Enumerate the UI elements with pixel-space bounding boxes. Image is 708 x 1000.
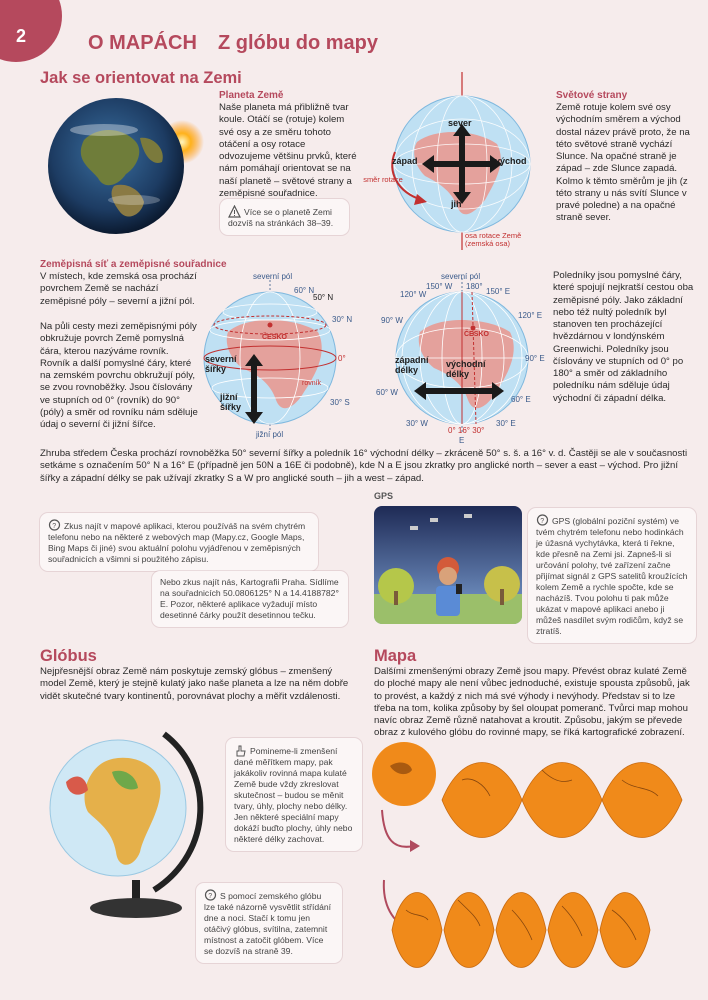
coords-summary-text: Zhruba středem Česka prochází rovnoběžka 50° severní šířky a poledník 16° východní délky – zkráceně 50° s. š. a 16° v. d. Častěji se ale v současnosti setkáme s označením 50° N a 16° E (případně jen 50N a 16E či podobně), kde N a E jsou zkratky pro anglické north – sever a east – východ. Pro jižní šířky a západní délky se pak užívají zkratky S a W pro anglické south – jih a west – západ. <box>40 448 688 484</box>
page-title: O MAPÁCH <box>88 32 197 54</box>
planet-text: Naše planeta má přibližně tvar koule. Otáčí se (rotuje) kolem své osy a ze směru tohoto otáčení a osy rotace odvozujeme většinu prvků, které nám pomáhají orientovat se na naší planetě – světové strany a zeměpisné souřadnice. <box>219 102 357 199</box>
pointing-hand-icon <box>234 744 247 757</box>
g2-120w: 120° W <box>400 290 427 299</box>
section-heading-globe: Glóbus <box>40 647 97 665</box>
g1-30s: 30° S <box>330 398 350 407</box>
projection-distortion-note <box>226 738 362 851</box>
g1-north-latitude: severní šířky <box>205 354 237 374</box>
day-night-note-text: S pomocí zemského glóbu lze také názorně vysvětlit střídání dne a noci. Stačí k tomu jen otáčivý glóbus, svítilna, zatemnit místnost a zatočit glóbem. Více se dozvíš na straně 39. <box>204 891 332 956</box>
g2-czechia: ČESKO <box>464 331 489 338</box>
g1-30n: 30° N <box>332 315 353 324</box>
g2-30e: 30° E <box>496 419 516 428</box>
g2-90w: 90° W <box>381 316 403 325</box>
g1-50n: 50° N <box>313 293 334 302</box>
coords-title: Zeměpisná síť a zeměpisné souřadnice <box>40 259 227 270</box>
coords-text-poles: V místech, kde zemská osa prochází povrchem Země se nachází zeměpisné póly – severní a jižní pól. <box>40 271 197 307</box>
g2-150w: 150° W <box>426 282 453 291</box>
earth-photo <box>44 90 204 250</box>
g2-30w: 30° W <box>406 419 428 428</box>
label-east: východ <box>495 156 527 166</box>
page-number-tab <box>0 0 62 62</box>
warning-icon <box>228 205 241 218</box>
planet-title: Planeta Země <box>219 90 284 101</box>
g2-east-longitude: východní délky <box>446 359 486 379</box>
g2-north-pole: severní pól <box>441 272 481 281</box>
g1-equator-label: rovník <box>302 380 322 387</box>
g2-180: 180° <box>466 282 483 291</box>
g2-60e: 60° E <box>511 395 531 404</box>
globe-text: Nejpřesnější obraz Země nám poskytuje zemský glóbus – zmenšený model Země, který je stejně kulatý jako naše planeta a lze na něm dobře vidět skutečné tvary kontinentů, porovnávat plochy a měřit vzdálenosti. <box>40 666 349 702</box>
page-number: 2 <box>16 26 27 46</box>
question-bubble-icon <box>536 514 549 527</box>
gps-illustration <box>374 506 522 624</box>
g2-90e: 90° E <box>525 354 545 363</box>
map-text: Dalšími zmenšenými obrazy Země jsou mapy. Převést obraz kulaté Země do ploché mapy ale není vůbec jednoduché, existuje spousta způsobů, jak to provést, a každý z nich má své výhody i nevýhody. Představ si to lze třeba na tom, kolika způsoby by šel oloupat pomeranč. Tvůrci map mohou navíc obraz Země různě natahovat a kroutit. Způsobu, jakým se převede obraz z kulového glóbu do rovinné mapy, se říká kartografické zobrazení. <box>374 666 690 739</box>
label-west: západ <box>392 156 418 166</box>
question-bubble-icon <box>204 889 217 902</box>
g1-60n: 60° N <box>294 286 315 295</box>
gps-note <box>528 508 696 643</box>
map-app-note-text: Zkus najít v mapové aplikaci, kterou používáš na svém chytrém telefonu nebo na některé z webových map (Mapy.cz, Google Maps, Bing Maps či jiné) svou aktuální polohu vyjádřenou v zeměpisných souřadnicích a všimni si použitého zápisu. <box>48 521 306 564</box>
cardinal-text: Země rotuje kolem své osy východním směrem a východ dostal název právě proto, že na této světové straně vychází Slunce. Na opačné straně je západ – zde Slunce zapadá. Kolmo k těmto směrům je jih (z této strany u nás svítí Slunce v pravé poledne) a na opačné straně sever. <box>556 102 690 224</box>
label-rotation: směr rotace <box>363 175 403 184</box>
g1-south-latitude: jižní šířky <box>220 392 242 412</box>
map-app-note <box>40 513 318 571</box>
gps-note-text: GPS (globální poziční systém) ve tvém chytrém telefonu nebo hodinkách je úžasná vychytávka, která ti řekne, kde přesně na Zemi jsi. Zapneš-li si určování polohy, tvé zařízení začne přijímat signál z GPS satelitů kroužících kolem Země a rychle spočte, kde se nacházíš. Tvou polohu ti pak může ukázat v mapové aplikaci anebo ji můžeš nasdílet svým rodičům, když se ztratíš. <box>536 516 688 636</box>
g2-west-longitude: západní délky <box>395 355 429 375</box>
svg-text:?: ? <box>540 517 545 525</box>
section-heading-orientation: Jak se orientovat na Zemi <box>40 69 242 87</box>
g2-bottom-degrees: 0° 16° 30° <box>448 426 485 435</box>
meridians-text: Poledníky jsou pomyslné čáry, které spojují nejkratší cestou oba zeměpisné póly. Jako základní nebo též nultý poledník byl stanoven ten procházející hvězdárnou v londýnském Greenwichi. Poledníky jsou číslovány ve stupních od 0° po 180° a směr od základního poledníku nám sděluje údaj východní či západní délka. <box>553 270 694 404</box>
section-heading-map: Mapa <box>374 647 417 665</box>
day-night-note <box>196 883 342 963</box>
question-bubble-icon <box>48 519 61 532</box>
label-north: sever <box>448 118 472 128</box>
g1-north-pole: severní pól <box>253 272 293 281</box>
g2-150e: 150° E <box>486 287 511 296</box>
cardinal-title: Světové strany <box>556 90 628 101</box>
projection-distortion-note-text: Pomineme-li zmenšení dané měřítkem mapy, pak jakákoliv rovinná mapa kulaté Země bude vždy zkreslovat skutečnost – budou se měnit tvary, úhly, plochy nebo délky. Jen některé speciální mapy dokáží buďto plochy, úhly nebo některé délky zachovat. <box>234 746 353 844</box>
label-south: jih <box>451 199 462 209</box>
g1-czechia: ČESKO <box>262 334 287 341</box>
svg-text:?: ? <box>208 892 213 900</box>
g2-120e: 120° E <box>518 311 543 320</box>
coords-text-parallels: Na půli cesty mezi zeměpisnými póly obkružuje povrch Země pomyslná čára, kterou nazýváme rovník. Rovník a další pomyslné čáry, které na zemském povrchu obkružují póly, se zvou rovnoběžky. Jsou číslovány ve stupních od 0° (rovník) do 90° (póly) a směr od rovníku nám sděluje údaj o severní či jižní šířce. <box>40 321 198 431</box>
orange-peel-projection-illustration <box>372 740 702 990</box>
g2-60w: 60° W <box>376 388 398 397</box>
planet-note-text: Více se o planetě Zemi dozvíš na stránkách 38–39. <box>228 207 334 228</box>
g2-bottom-east: E <box>459 436 465 445</box>
kartografie-note-text: Nebo zkus najít nás, Kartografii Praha. Sídlíme na souřadnicích 50.0806125° N a 14.4188782° E. Pozor, některé aplikace vyžadují místo desetinné čárky použít desetinnou tečku. <box>160 577 339 620</box>
g1-equator-degree: 0° <box>338 354 346 363</box>
gps-label: GPS <box>374 491 394 501</box>
kartografie-note <box>152 571 348 627</box>
label-earth-axis: osa rotace Země (zemská osa) <box>465 231 522 249</box>
page-subtitle: Z glóbu do mapy <box>218 32 378 54</box>
svg-text:?: ? <box>52 522 57 530</box>
planet-note <box>220 199 349 235</box>
g1-south-pole: jižní pól <box>256 430 284 439</box>
